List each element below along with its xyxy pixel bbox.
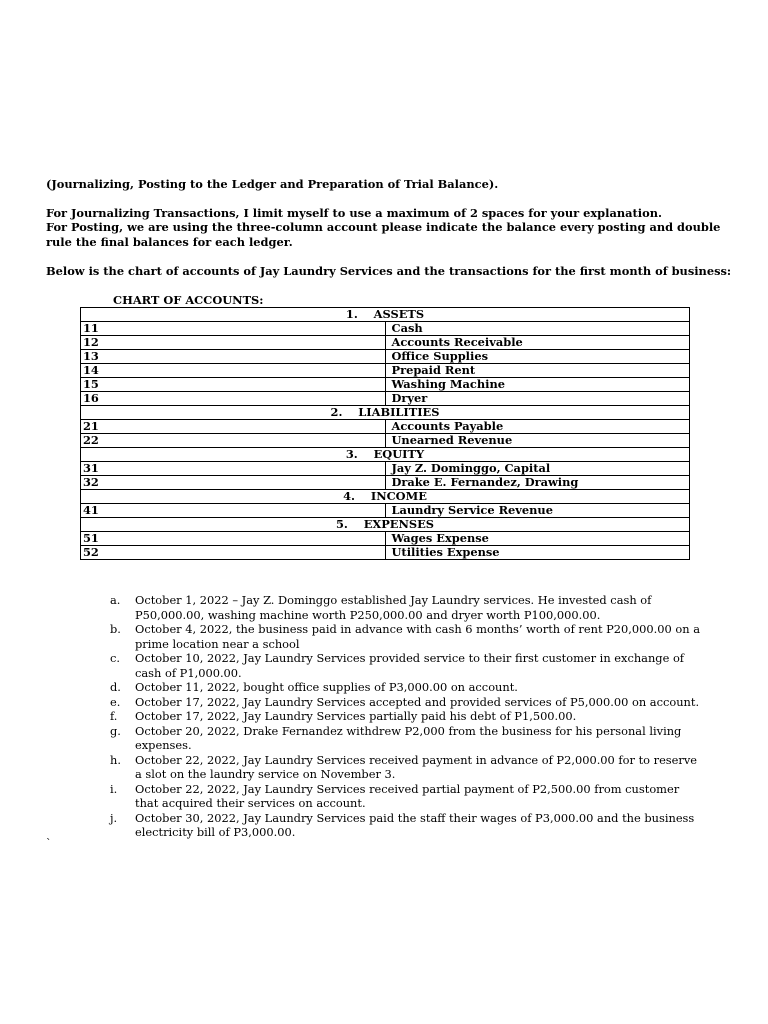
transaction-line: P50,000.00, washing machine worth P250,000.00 and dryer worth P100,000.00. [135,607,601,622]
transaction-line: October 11, 2022, bought office supplies of P3,000.00 on account. [135,680,518,694]
account-name: Prepaid Rent [385,364,690,378]
account-name: Accounts Receivable [385,336,690,350]
transaction-text [135,724,730,753]
account-name: Jay Z. Dominggo, Capital [385,462,690,476]
transaction-letter: h. [110,752,121,767]
account-name: Office Supplies [385,350,690,364]
coa-section-row [81,518,690,532]
transaction-text [135,709,730,724]
posting-instruction-line-1: For Posting, we are using the three-column account please indicate the balance every posting and double [46,220,721,234]
chart-intro-text: Below is the chart of accounts of Jay Laundry Services and the transactions for the first month of business: [46,264,732,278]
coa-account-row [81,532,690,546]
transaction-line: October 22, 2022, Jay Laundry Services received payment in advance of P2,000.00 for to reserve [135,752,698,767]
journalizing-instruction: For Journalizing Transactions, I limit myself to use a maximum of 2 spaces for your explanation. [46,206,662,220]
coa-account-row [81,546,690,560]
coa-section-row [81,308,690,322]
transaction-line: expenses. [135,738,192,752]
account-name: Accounts Payable [385,420,690,434]
transaction-line: prime location near a school [135,636,300,651]
transaction-letter: a. [110,593,121,607]
account-code: 41 [81,504,386,518]
transaction-line: October 10, 2022, Jay Laundry Services provided service to their first customer in exchange of [135,651,685,665]
account-code: 31 [81,462,386,476]
transaction-text [135,593,730,622]
account-code: 12 [81,336,386,350]
coa-account-row [81,322,690,336]
transaction-line: October 4, 2022, the business paid in advance with cash 6 months’ worth of rent P20,000.00 on a [135,622,700,636]
transaction-text [135,782,730,811]
transaction-letter: d. [110,680,121,694]
transaction-line: October 30, 2022, Jay Laundry Services paid the staff their wages of P3,000.00 and the business [135,810,695,825]
account-name: Cash [385,322,690,336]
account-code: 51 [81,532,386,546]
coa-account-row [81,504,690,518]
chart-of-accounts-title: CHART OF ACCOUNTS: [113,293,264,307]
transaction-line: October 1, 2022 – Jay Z. Dominggo established Jay Laundry services. He invested cash of [135,593,652,607]
transaction-item [110,753,730,782]
account-code: 15 [81,378,386,392]
transaction-letter: c. [110,651,121,665]
transaction-line: a slot on the laundry service on November 3. [135,767,396,781]
transaction-item [110,680,730,695]
transaction-letter: j. [110,810,118,825]
transaction-line: cash of P1,000.00. [135,665,242,680]
account-code: 14 [81,364,386,378]
transaction-item [110,811,730,840]
transaction-line: October 17, 2022, Jay Laundry Services partially paid his debt of P1,500.00. [135,709,577,723]
coa-account-row [81,434,690,448]
account-code: 13 [81,350,386,364]
coa-section-row [81,448,690,462]
account-name: Drake E. Fernandez, Drawing [385,476,690,490]
transaction-line: October 17, 2022, Jay Laundry Services accepted and provided services of P5,000.00 on account. [135,694,700,709]
transaction-text [135,651,730,680]
stray-mark: ` [46,837,52,850]
account-name: Laundry Service Revenue [385,504,690,518]
account-name: Dryer [385,392,690,406]
account-code: 32 [81,476,386,490]
coa-section-row [81,406,690,420]
account-name: Wages Expense [385,532,690,546]
coa-account-row [81,364,690,378]
coa-account-row [81,336,690,350]
transaction-item [110,709,730,724]
transaction-item [110,695,730,710]
coa-account-row [81,476,690,490]
coa-account-row [81,350,690,364]
transaction-line: October 22, 2022, Jay Laundry Services received partial payment of P2,500.00 from customer [135,781,680,796]
transaction-letter: b. [110,622,121,636]
transaction-letter: g. [110,723,121,738]
transaction-letter: e. [110,694,121,709]
coa-section-label: 5. EXPENSES [81,518,690,532]
account-code: 11 [81,322,386,336]
transaction-item [110,651,730,680]
coa-account-row [81,392,690,406]
coa-account-row [81,462,690,476]
transaction-item [110,593,730,622]
account-code: 21 [81,420,386,434]
transaction-list [110,593,730,840]
document-heading: (Journalizing, Posting to the Ledger and Preparation of Trial Balance). [46,177,499,191]
coa-section-row [81,490,690,504]
coa-section-label: 4. INCOME [81,490,690,504]
transaction-item [110,782,730,811]
account-code: 16 [81,392,386,406]
account-code: 22 [81,434,386,448]
posting-instruction-line-2: rule the final balances for each ledger. [46,235,293,249]
transaction-item [110,622,730,651]
account-code: 52 [81,546,386,560]
transaction-line: that acquired their services on account. [135,796,366,810]
transaction-text [135,680,730,695]
transaction-item [110,724,730,753]
account-name: Unearned Revenue [385,434,690,448]
coa-section-label: 2. LIABILITIES [81,406,690,420]
transaction-text [135,622,730,651]
coa-section-label: 3. EQUITY [81,448,690,462]
account-name: Utilities Expense [385,546,690,560]
coa-section-label: 1. ASSETS [81,308,690,322]
transaction-text [135,695,730,710]
transaction-line: October 20, 2022, Drake Fernandez withdrew P2,000 from the business for his personal living [135,723,682,738]
coa-account-row [81,378,690,392]
transaction-letter: f. [110,709,118,723]
chart-of-accounts-table [80,307,690,560]
transaction-text [135,811,730,840]
transaction-letter: i. [110,781,118,796]
account-name: Washing Machine [385,378,690,392]
coa-account-row [81,420,690,434]
transaction-text [135,753,730,782]
transaction-line: electricity bill of P3,000.00. [135,825,296,839]
